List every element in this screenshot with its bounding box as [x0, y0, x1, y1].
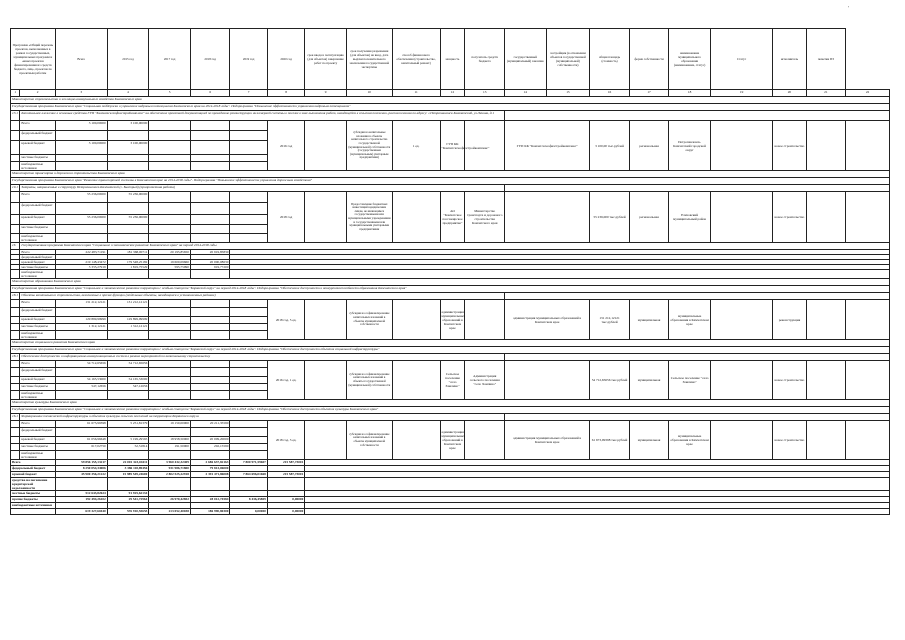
- program-row: [11, 286, 890, 293]
- value-cell: 3 335,27919: [55, 265, 107, 270]
- value-cell: 45 900 356,21222: [55, 472, 107, 478]
- mo-cell: Елизовский муниципальный район: [669, 192, 711, 243]
- header-cell: способ финансового обеспечения (строительство, капитальный ремонт): [392, 29, 440, 90]
- cost-cell: 131 212,12121 тыс.рублей: [590, 300, 630, 340]
- row-mark: 18.1: [11, 354, 20, 361]
- method-cell: субсидия на софинансирование капитальных вложений в объекты государственной (муниципальной) собственности: [346, 361, 392, 400]
- header-cell: 2018 год: [190, 29, 230, 90]
- fin-row: [11, 192, 890, 203]
- value-cell: 91 925,62134: [107, 491, 149, 497]
- value-cell: 1 312,12121: [55, 324, 107, 331]
- row-mark: 13.1: [11, 111, 20, 121]
- fin-label: местные бюджеты: [11, 491, 56, 497]
- col-num: 19: [710, 90, 772, 97]
- value-cell: 22 001 323,04411: [107, 460, 149, 466]
- object-row: [11, 354, 890, 361]
- value-cell: 219 148,43472: [55, 260, 107, 265]
- object-row: [11, 414, 890, 421]
- value-cell: 55 236,00000: [55, 192, 107, 203]
- object-title: Объекты капитального строительства, включенные в прочие функции (отдельные объекты, находящиеся в установленных районах): [20, 293, 505, 300]
- scan-speck: ': [848, 6, 850, 12]
- value-cell: 2 802 525,22918: [149, 472, 191, 478]
- value-cell: 222 483,71191: [55, 250, 107, 255]
- status-cell: новое строительство: [773, 192, 806, 243]
- subtotal-row: [11, 270, 890, 279]
- row-mark: 18.1: [11, 293, 20, 300]
- header-cell: застройщик (в отношении объектов государственной (муниципальной) собственности): [546, 29, 590, 90]
- value-cell: 192 494,26102: [55, 497, 107, 503]
- value-cell: 129 899,99999: [107, 317, 149, 324]
- header-cell: Всего: [55, 29, 107, 90]
- value-cell: 5 251,81379: [107, 421, 149, 428]
- fin-row: [11, 121, 890, 131]
- col-num: 7: [230, 90, 267, 97]
- method-cell: субсидия на капитальные вложения в объекты капитального строительства государственной (муниципальной) собственности (государственным (муниципальным) унитарным предприятиям): [346, 121, 392, 171]
- ministry-row: [11, 97, 890, 104]
- mo-cell: муниципальные образования в Камчатском крае: [669, 421, 711, 460]
- col-num: 13: [465, 90, 505, 97]
- program-row: [11, 407, 890, 414]
- fin-label: федеральный бюджет: [20, 308, 55, 317]
- program-title: Государственная программа Камчатского края "Социальное и экономическое развитие территории с особым статусом "Корякский округ" на период 2014-2018 годы". Подпрограмма "Обеспечение доступности и конкурентоспособности образования Камчатского края": [11, 286, 890, 293]
- row-mark: 19.1: [11, 185, 20, 192]
- col-num: 17: [629, 90, 669, 97]
- fin-label: Всего: [20, 192, 55, 203]
- recipient-cell: администрация муниципальных образований в Камчатском крае: [440, 300, 465, 340]
- fin-label: краевой бюджет: [20, 215, 55, 225]
- fin-label: внебюджетные источники: [20, 331, 55, 340]
- value-cell: 54 712,65656: [55, 361, 107, 368]
- col-num: 12: [440, 90, 465, 97]
- value-cell: 202,15590: [190, 444, 230, 451]
- value-cell: 55 236,00000: [107, 192, 149, 203]
- value-cell: 215 587,73001: [267, 472, 304, 478]
- col-num: 20: [773, 90, 806, 97]
- fin-label: краевой бюджет: [20, 317, 55, 324]
- fin-label: внебюджетные источники: [20, 234, 55, 243]
- year-cell: 2018 год, 5 ед.: [267, 300, 304, 340]
- data-table: [10, 28, 890, 515]
- recipient-cell: Сельское поселение "село Хаилино": [440, 361, 465, 400]
- value-cell: 61 673,99398: [55, 421, 107, 428]
- value-cell: 213 052,40038: [149, 509, 191, 515]
- customer-cell: Министерство транспорта и дорожного строительства Камчатского края: [465, 192, 505, 243]
- cost-cell: 61 673,99398 тыс.рублей: [590, 421, 630, 460]
- customer-cell: ГУП КК "Камчатскгеофизстройкомплекс": [504, 121, 589, 171]
- fin-label: внебюджетные источники: [20, 270, 55, 279]
- value-cell: 54 165,53000: [55, 377, 107, 384]
- fin-label: местные бюджеты: [20, 265, 55, 270]
- value-cell: 3 386 118,89456: [107, 466, 149, 472]
- value-cell: 7 864 696,01668: [230, 472, 267, 478]
- ownership-cell: муниципальная: [629, 300, 669, 340]
- value-cell: 191,50000: [149, 444, 191, 451]
- ministry-row: [11, 171, 890, 178]
- header-cell: 2015 год: [107, 29, 149, 90]
- fin-label: федеральный бюджет: [11, 466, 56, 472]
- budget-investment-table: [10, 28, 890, 624]
- fin-label: Всего: [11, 460, 56, 466]
- method-cell: субсидия на софинансирование капитальных вложений в объекты муниципальной собственности: [346, 421, 392, 460]
- header-cell: мощность: [440, 29, 465, 90]
- value-cell: 20 211,35590: [190, 421, 230, 428]
- header-cell: наименование муниципального образования (наименование, статус): [669, 29, 711, 90]
- fin-label: Всего: [20, 121, 55, 131]
- value-cell: 617,02750: [55, 444, 107, 451]
- object-title: Формирование технической инфраструктуры и объектов культуры сельских поселений на территории Корякского округа: [20, 414, 505, 421]
- ministry-title: Министерство строительства и жилищно-коммунального хозяйства Камчатского края: [11, 97, 890, 104]
- header-cell: общая площадь (стоимость): [590, 29, 630, 90]
- value-cell: 55 236,00000: [107, 215, 149, 225]
- value-cell: 3 100,00000: [107, 121, 149, 131]
- object-title: Капитальное вложение в основные средства ГУП "Камчатскгеофизстройкомплекс" на обеспечение проектной документацией по проведению реконструкции инженерной системы в поселке в зоне выполнения работ, находящейся в сельском поселении, расположенном по адресу: г.Петропавловск-Камчатский, ул.Ленина, д.1: [20, 111, 505, 121]
- value-cell: 129 899,99999: [55, 317, 107, 324]
- fin-row: [11, 361, 890, 368]
- col-num: 11: [392, 90, 440, 97]
- program-row: [11, 347, 890, 354]
- ownership-cell: муниципальная: [629, 361, 669, 400]
- program-title: Государственная программа Камчатского края "Социальное и экономическое развитие территории с особым статусом "Корякский округ" на период 2014-2018 годы". Подпрограмма "Обеспечение доступности объектов культуры Камчатского края": [11, 407, 890, 414]
- header-cell: пометки ПЗ: [806, 29, 846, 90]
- program-title: Государственная программа Камчатского края "Развитие транспортной системы в Камчатском крае на 2014-2018 годы". Подпрограмма "Повышение эффективности управления дорожным хозяйством": [11, 178, 890, 185]
- mo-cell: муниципальные образования в Камчатском крае: [669, 300, 711, 340]
- fin-label: местные бюджеты: [20, 324, 55, 331]
- value-cell: 512 643,82624: [55, 491, 107, 497]
- value-cell: 59 856 155,13217: [55, 460, 107, 466]
- status-cell: новое строительство: [773, 121, 806, 171]
- fin-label: федеральный бюджет: [20, 203, 55, 215]
- object-row: [11, 293, 890, 300]
- ownership-cell: региональная: [629, 121, 669, 171]
- col-num: 22: [846, 90, 890, 97]
- recipient-cell: администрация муниципальных образований в Камчатском крае: [440, 421, 465, 460]
- header-cell: форма собственности: [629, 29, 669, 90]
- fin-label: краевой бюджет: [20, 141, 55, 155]
- col-num: 4: [107, 90, 149, 97]
- fin-label: прочие бюджеты: [11, 497, 56, 503]
- status-cell: реконструкция: [773, 300, 806, 340]
- fin-label: краевой бюджет: [20, 437, 55, 444]
- fin-label: средства на погашение кредиторской задолженности: [11, 478, 56, 491]
- cost-cell: 54 712,65656 тыс.рублей: [590, 361, 630, 400]
- ministry-row: [11, 400, 890, 407]
- value-cell: 619 327,60440: [55, 509, 107, 515]
- value-cell: 931 986,71800: [149, 466, 191, 472]
- ministry-title: Министерство образования Камчатского края: [11, 279, 890, 286]
- col-num: 18: [669, 90, 711, 97]
- object-row: [11, 111, 890, 121]
- recipient-cell: ГУП КК "Камчатскгеофизстройкомплекс": [440, 121, 465, 171]
- value-cell: 215 587,73001: [267, 460, 304, 466]
- fin-label: местные бюджеты: [20, 225, 55, 234]
- value-cell: 3 100,00000: [107, 141, 149, 155]
- value-cell: 28 012,74584: [190, 497, 230, 503]
- value-cell: 595,75990: [149, 265, 191, 270]
- value-cell: 3 960 432,32409: [149, 460, 191, 466]
- fin-label: внебюджетные источники: [20, 451, 55, 460]
- header-cell: срок получения разрешения (для объектов) на ввод, дата выдачи положительного заключения государственной экспертизы: [346, 29, 392, 90]
- value-cell: 0,00000: [267, 497, 304, 503]
- status-cell: новое строительство: [773, 361, 806, 400]
- ministry-row: [11, 340, 890, 347]
- value-cell: 1 312,12121: [107, 324, 149, 331]
- value-cell: 15 989 549,24600: [107, 472, 149, 478]
- value-cell: 547,12656: [55, 384, 107, 391]
- customer-cell: Администрация сельского поселения "село Хаилино": [465, 361, 505, 400]
- value-cell: 79 813,06000: [190, 466, 230, 472]
- cost-cell: 55 236,000 тыс.рублей: [590, 192, 630, 243]
- fin-label: внебюджетные источники: [11, 503, 56, 509]
- value-cell: 20 000,08630: [190, 260, 230, 265]
- value-cell: 54 165,53000: [107, 377, 149, 384]
- value-cell: 19 150,00000: [149, 421, 191, 428]
- row-mark: 16: [11, 243, 20, 250]
- header-cell: исполнитель: [773, 29, 806, 90]
- program-row: [11, 178, 890, 185]
- fin-label: федеральный бюджет: [20, 255, 55, 260]
- object-row: [11, 185, 890, 192]
- object-title: Затраты, направленные в структуру Петропавловск-Камчатский (г. Быстрый) (приоритетная работа): [20, 185, 505, 192]
- ministry-title: Министерство транспорта и дорожного строительства Камчатского края: [11, 171, 890, 178]
- fin-row: [11, 421, 890, 428]
- header-cell: 2017 год: [149, 29, 191, 90]
- value-cell: 52,51814: [107, 444, 149, 451]
- program-title: Государственная программа Камчатского края "Социальное и экономическое развитие Камчатского края" на период 2014-2018 годы: [20, 243, 890, 250]
- fin-label: Всего: [20, 421, 55, 428]
- fin-label: Всего: [20, 300, 55, 308]
- mo-cell: Сельское поселение "село Хаилино": [669, 361, 711, 400]
- header-cell: получатель средств бюджета: [465, 29, 505, 90]
- col-num: 5: [149, 90, 191, 97]
- value-cell: 20 919,85830: [190, 250, 230, 255]
- header-cell: 2020 год: [267, 29, 304, 90]
- column-number-row: [11, 90, 890, 97]
- col-num: 3: [55, 90, 107, 97]
- customer-cell: администрация муниципальных образований в Камчатском крае: [504, 421, 589, 460]
- value-cell: 3 100,00000: [55, 121, 107, 131]
- header-cell: Программа «Общий перечень проектов, выполненных в рамках государственных, муниципальных программ и «иных проектов финансирования из средств бюджета, лиц», проектов по проектным работам: [11, 29, 56, 90]
- row-mark: 16.1: [11, 414, 20, 421]
- program-title: Государственная программа Камчатского края "Социальное и экономическое развитие территории с особым статусом "Корякский округ" на период 2014-2018 годы". Подпрограмма "Обеспечение доступности объектов социальной инфраструктуры": [11, 347, 890, 354]
- fin-label: Всего: [20, 250, 55, 255]
- value-cell: 179 548,25182: [107, 260, 149, 265]
- value-cell: 181 368,00711: [107, 250, 149, 255]
- value-cell: 2 686 637,82163: [190, 460, 230, 466]
- value-cell: 18 958,50000: [149, 437, 191, 444]
- fin-label: краевой бюджет: [11, 472, 56, 478]
- col-num: 6: [190, 90, 230, 97]
- value-cell: 131 212,12121: [55, 300, 107, 308]
- value-cell: 186 990,80300: [190, 509, 230, 515]
- grand-total-row: [11, 478, 890, 491]
- fin-label: федеральный бюджет: [20, 131, 55, 141]
- header-cell: Статус: [710, 29, 772, 90]
- year-cell: 2016 год: [267, 121, 304, 171]
- ministry-row: [11, 279, 890, 286]
- fin-label: краевой бюджет: [20, 377, 55, 384]
- value-cell: 8 250 054,34006: [55, 466, 107, 472]
- value-cell: 547,12656: [107, 384, 149, 391]
- header-cell: 2019 год: [230, 29, 267, 90]
- value-cell: 576 910,55655: [107, 509, 149, 515]
- value-cell: 29 541,72964: [107, 497, 149, 503]
- ownership-cell: региональная: [629, 192, 669, 243]
- ownership-cell: муниципальная: [629, 421, 669, 460]
- col-num: 2: [20, 90, 55, 97]
- ministry-title: Министерство культуры Камчатского края: [11, 400, 890, 407]
- value-cell: 3 100,00000: [55, 141, 107, 155]
- method-cell: субсидия на софинансирование капитальных вложений в объекты муниципальной собственности: [346, 300, 392, 340]
- value-cell: 0,00000: [267, 509, 304, 515]
- col-num: 9: [305, 90, 347, 97]
- customer-cell: администрация муниципальных образований в Камчатском крае: [504, 300, 589, 340]
- value-cell: 131 212,12121: [107, 300, 149, 308]
- program-row: [11, 104, 890, 111]
- grand-total-row: [11, 509, 890, 515]
- value-cell: 2 391 471,86008: [190, 472, 230, 478]
- header-row: [11, 29, 890, 90]
- value-cell: 20 195,85650: [149, 250, 191, 255]
- fin-label: местные бюджеты: [20, 384, 55, 391]
- fin-label: внебюджетные источники: [20, 391, 55, 400]
- header-cell: срок ввода в эксплуатацию (для объектов) завершение работ по проекту: [305, 29, 347, 90]
- fin-row: [11, 300, 890, 308]
- col-num: 8: [267, 90, 304, 97]
- year-cell: 2018 год, 3 ед.: [267, 421, 304, 460]
- fin-label: краевой бюджет: [20, 260, 55, 265]
- value-cell: 0,00000: [230, 509, 267, 515]
- mo-cell: Петропавловск-Камчатский городской округ: [669, 121, 711, 171]
- year-cell: 2018 год: [267, 192, 304, 243]
- cost-cell: 3 100,00 тыс.рублей: [590, 121, 630, 171]
- header-cell: государственный (муниципальный) заказчик: [504, 29, 546, 90]
- value-cell: 20 009,20000: [190, 437, 230, 444]
- method-cell: Предоставление бюджетных инвестиций юридическим лицам, не являющимся государственными или муниципальными учреждениями и государственными или муниципальными унитарными предприятиями: [346, 192, 392, 243]
- year-cell: 2016 год, 1 ед.: [267, 361, 304, 400]
- recipient-cell: АО "Камчатское пассажирское предприятие": [440, 192, 465, 243]
- fin-label: федеральный бюджет: [20, 428, 55, 437]
- fin-label: Всего: [20, 361, 55, 368]
- fin-label: местные бюджеты: [20, 155, 55, 162]
- col-num: 16: [590, 90, 630, 97]
- col-num: 14: [504, 90, 546, 97]
- value-cell: 26 970,42852: [149, 497, 191, 503]
- fin-label: местные бюджеты: [20, 444, 55, 451]
- fin-label: внебюджетные источники: [20, 162, 55, 171]
- fin-label: федеральный бюджет: [20, 368, 55, 377]
- program-title: Государственная программа Камчатского края "Социальная поддержка и управление кадровым потенциалом Камчатского края на 2014-2018 годы". Подпрограмма "Повышение эффективности управления кадровым потенциалом": [11, 104, 890, 111]
- power-cell: 1 ед.: [392, 121, 440, 171]
- col-num: 15: [546, 90, 590, 97]
- program-row: [11, 243, 890, 250]
- value-cell: 55 236,00000: [55, 215, 107, 225]
- col-num: 21: [806, 90, 846, 97]
- value-cell: 919,77200: [190, 265, 230, 270]
- value-cell: 1 819,75529: [107, 265, 149, 270]
- status-cell: новое строительство: [773, 421, 806, 460]
- value-cell: 19 600,09660: [149, 260, 191, 265]
- value-cell: 7 800 971,59607: [230, 460, 267, 466]
- value-cell: 5 199,29565: [107, 437, 149, 444]
- ministry-title: Министерство социального развития Камчатского края: [11, 340, 890, 347]
- col-num: 10: [346, 90, 392, 97]
- value-cell: 8 436,45809: [230, 497, 267, 503]
- col-num: 1: [11, 90, 20, 97]
- object-title: Обеспечение доступности и информационно-коммуникационных систем в рамках мероприятий по капитальному строительству: [20, 354, 505, 361]
- value-cell: 61 056,96648: [55, 437, 107, 444]
- value-cell: 54 712,65656: [107, 361, 149, 368]
